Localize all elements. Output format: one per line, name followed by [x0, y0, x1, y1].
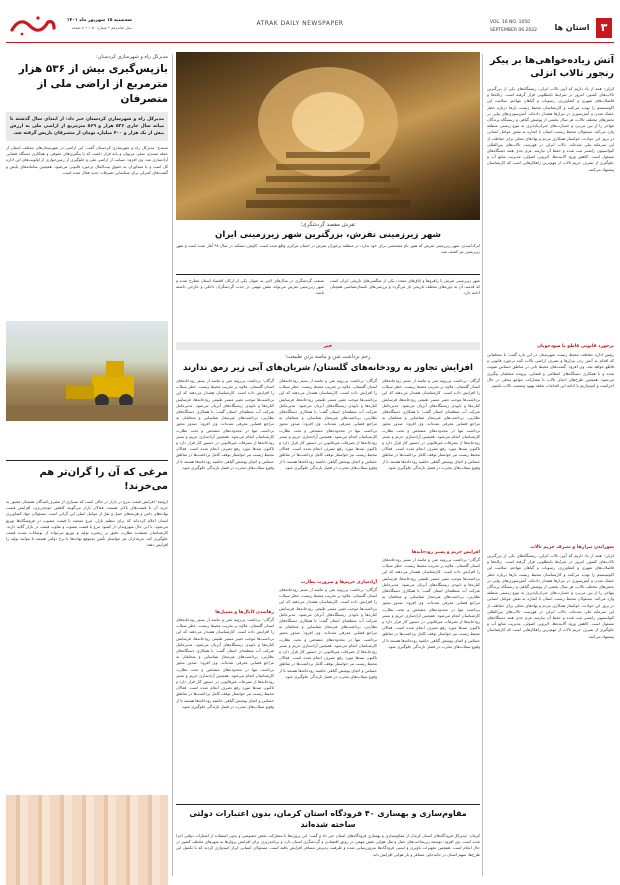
mid-story-col-1b: گرگان- برداشت بی‌رویه شن و ماسه از بستر رودخانه‌های استان گلستان، علاوه بر تخریب محیط زیست، خطر سیلاب را افزایش داده است. کارشناسان هشدار می‌دهند که این برداشت‌ها موجب تغییر مسیر طبیعی رودخانه‌ها، فرسایش کناره‌ها و نابودی زیستگاه‌های آبزیان می‌شود. مدیرعامل شرکت آب منطقه‌ای استان گفت: با همکاری دستگاه‌های نظارتی، برداشت‌های غیرمجاز شناسایی و متخلفان به مراجع قضایی معرفی شده‌اند. وی افزود: صدور مجوز برداشت تنها در محدوده‌های مشخص و تحت نظارت کارشناسان انجام می‌شود. همچنین آزادسازی حریم و بستر رودخانه‌ها از تصرفات غیرقانونی در دستور کار قرار دارد و تاکنون صدها مورد رفع تصرف انجام شده است. فعالان محیط زیست نیز خواستار توقف کامل برداشت‌ها در مناطق حساس و احیای پوشش گیاهی حاشیه رودخانه‌ها هستند تا از وقوع سیلاب‌های مخرب در فصل بارندگی جلوگیری شود.	[382, 557, 480, 649]
mid-story-subhead-1: افزایش حریم و بستر رودخانه‌ها	[411, 550, 480, 555]
news-band-label: خبر	[323, 343, 333, 349]
right-story-subhead-1: برخورد قانونی قاطع با سودجویان	[537, 344, 614, 349]
page-number-box: ۳	[596, 18, 612, 38]
vol-line: VOL. 16 NO. 1050	[490, 20, 531, 25]
left-top-story	[6, 54, 168, 454]
bottom-story-body: کرمان- مدیرکل فرودگاه‌های استان کرمان از مقاوم‌سازی و بهسازی فرودگاه‌های استان خبر داد و گفت: این پروژه‌ها با مشارکت بخش خصوصی و بدون استفاده از اعتبارات دولتی اجرا شده است. وی افزود: توسعه زیرساخت‌های حمل و نقل هوایی نقش مهمی در رونق اقتصادی و گردشگری استان دارد و برنامه‌ریزی برای افزایش پروازها به شهرهای مختلف کشور در حال انجام است. همچنین تجهیزات ناوبری و ایمنی فرودگاه‌ها به‌روزرسانی شده و ظرفیت پذیرش مسافر افزایش یافته است. مسئولان استانی ابراز امیدواری کردند که با تکمیل این طرح‌ها، سهم استان در جابه‌جایی مسافر و بار هوایی افزایش یابد.	[176, 833, 480, 857]
logo-icon	[8, 12, 58, 38]
right-story-body: انزلی- همه از یاد داریم که آیین تالاب انزلی، زیستگاه‌های یکی از بزرگترین تالاب‌های کشور، امروز در شرایط نامطلوبی قرار گرفته است. زباله‌ها و فاضلاب‌های شهری و کشاورزی، رسوبات و گیاهان مهاجم، سلامت این اکوسیستم را تهدید می‌کنند و کارشناسان محیط زیست بارها درباره خطر خشک شدن و آتش‌سوزی در نیزارها هشدار داده‌اند. آتش‌سوزی‌های پیاپی در بخش‌های مختلف تالاب، هر سال بخشی از پوشش گیاهی و زیستگاه پرندگان مهاجر را از بین می‌برد و خسارت‌های جبران‌ناپذیری به تنوع زیستی منطقه وارد می‌کند. مسئولان محیط زیست استان با اشاره به نقش عوامل انسانی در بروز این حوادث، خواستار همکاری مردم و نهادهای محلی برای حفاظت از این سرمایه ملی شده‌اند. تالاب انزلی در فهرست تالاب‌های بین‌المللی کنوانسیون رامسر ثبت شده و حفظ آن نیازمند عزم جدی همه دستگاه‌های مسئول است. کاهش ورود آلاینده‌ها، لایروبی اصولی، مدیریت منابع آب و جلوگیری از تصرف حریم تالاب از مهم‌ترین راهکارهایی است که کارشناسان پیشنهاد می‌کنند.	[487, 86, 614, 172]
tunnel-illustration	[176, 52, 480, 220]
mid-story-col-3: گرگان- برداشت بی‌رویه شن و ماسه از بستر رودخانه‌های استان گلستان، علاوه بر تخریب محیط زیست، خطر سیلاب را افزایش داده است. کارشناسان هشدار می‌دهند که این برداشت‌ها موجب تغییر مسیر طبیعی رودخانه‌ها، فرسایش کناره‌ها و نابودی زیستگاه‌های آبزیان می‌شود. مدیرعامل شرکت آب منطقه‌ای استان گفت: با همکاری دستگاه‌های نظارتی، برداشت‌های غیرمجاز شناسایی و متخلفان به مراجع قضایی معرفی شده‌اند. وی افزود: صدور مجوز برداشت تنها در محدوده‌های مشخص و تحت نظارت کارشناسان انجام می‌شود. همچنین آزادسازی حریم و بستر رودخانه‌ها از تصرفات غیرقانونی در دستور کار قرار دارد و تاکنون صدها مورد رفع تصرف انجام شده است. فعالان محیط زیست نیز خواستار توقف کامل برداشت‌ها در مناطق حساس و احیای پوشش گیاهی حاشیه رودخانه‌ها هستند تا از وقوع سیلاب‌های مخرب در فصل بارندگی جلوگیری شود.	[176, 378, 274, 470]
paper-name: ATRAK DAILY NEWSPAPER	[256, 20, 344, 27]
issue-line: سال شانزدهم • شماره ۱۰۵۰ • ۸ صفحه	[71, 26, 132, 30]
mid-story-col-1: گرگان- برداشت بی‌رویه شن و ماسه از بستر رودخانه‌های استان گلستان، علاوه بر تخریب محیط زیست، خطر سیلاب را افزایش داده است. کارشناسان هشدار می‌دهند که این برداشت‌ها موجب تغییر مسیر طبیعی رودخانه‌ها، فرسایش کناره‌ها و نابودی زیستگاه‌های آبزیان می‌شود. مدیرعامل شرکت آب منطقه‌ای استان گفت: با همکاری دستگاه‌های نظارتی، برداشت‌های غیرمجاز شناسایی و متخلفان به مراجع قضایی معرفی شده‌اند. وی افزود: صدور مجوز برداشت تنها در محدوده‌های مشخص و تحت نظارت کارشناسان انجام می‌شود. همچنین آزادسازی حریم و بستر رودخانه‌ها از تصرفات غیرقانونی در دستور کار قرار دارد و تاکنون صدها مورد رفع تصرف انجام شده است. فعالان محیط زیست نیز خواستار توقف کامل برداشت‌ها در مناطق حساس و احیای پوشش گیاهی حاشیه رودخانه‌ها هستند تا از وقوع سیلاب‌های مخرب در فصل بارندگی جلوگیری شود.	[382, 378, 480, 470]
lead-caption-headline: شهر زیرزمینی تفرش، بزرگترین شهر زیرزمینی ایران	[215, 230, 441, 240]
lead-text-right: شهر زیرزمینی تفرش با راهروها و اتاق‌های متعدد، یکی از شگفتی‌های تاریخی ایران است که قدمت آن به دوره‌های مختلف تاریخی باز می‌گردد و بررسی‌های باستان‌شناسی همچنان ادامه دارد.	[330, 278, 480, 296]
right-story-subhead-2: سوزاندن نیزارها و تصرف حریم تالاب	[530, 545, 614, 550]
right-story-headline: آتش زیاده‌خواهی‌ها بر پیکر رنجور تالاب انزلی	[489, 55, 614, 79]
left-bottom-body: ارومیه- افزایش قیمت مرغ در بازار در حالی است که بسیاری از مصرف‌کنندگان همچنان مجبور به خرید آن با قیمت‌های بالاتر هستند. فعالان بازار می‌گویند کاهش جوجه‌ریزی، افزایش قیمت نهاده‌های دامی و هزینه‌های حمل و نقل از عوامل اصلی این گرانی است. مسئولان جهاد کشاورزی استان اعلام کرده‌اند که برای تنظیم بازار، مرغ منجمد با قیمت مصوب در فروشگاه‌ها توزیع می‌شود. با این حال شهروندان از کمبود مرغ با قیمت مصوب و تفاوت قیمت در بازار گلایه دارند. کارشناسان معتقدند نظارت دقیق بر زنجیره تولید و توزیع می‌تواند از نوسانات شدید قیمت جلوگیری کند. مرغداران نیز خواستار تأمین به‌موقع نهاده‌ها با نرخ دولتی هستند تا بتوانند تولید را افزایش دهند.	[6, 499, 168, 548]
lead-caption-kicker: تفرش مقصد گردشگری؛	[300, 222, 356, 228]
news-band	[176, 342, 480, 350]
mid-story-col-3b: گرگان- برداشت بی‌رویه شن و ماسه از بستر رودخانه‌های استان گلستان، علاوه بر تخریب محیط زیست، خطر سیلاب را افزایش داده است. کارشناسان هشدار می‌دهند که این برداشت‌ها موجب تغییر مسیر طبیعی رودخانه‌ها، فرسایش کناره‌ها و نابودی زیستگاه‌های آبزیان می‌شود. مدیرعامل شرکت آب منطقه‌ای استان گفت: با همکاری دستگاه‌های نظارتی، برداشت‌های غیرمجاز شناسایی و متخلفان به مراجع قضایی معرفی شده‌اند. وی افزود: صدور مجوز برداشت تنها در محدوده‌های مشخص و تحت نظارت کارشناسان انجام می‌شود. همچنین آزادسازی حریم و بستر رودخانه‌ها از تصرفات غیرقانونی در دستور کار قرار دارد و تاکنون صدها مورد رفع تصرف انجام شده است. فعالان محیط زیست نیز خواستار توقف کامل برداشت‌ها در مناطق حساس و احیای پوشش گیاهی حاشیه رودخانه‌ها هستند تا از وقوع سیلاب‌های مخرب در فصل بارندگی جلوگیری شود.	[176, 617, 274, 709]
bottom-story-headline: مقاوم‌سازی و بهسازی ۴۰ فرودگاه استان کرمان، بدون اعتبارات دولتی ساخته شده‌اند	[189, 809, 467, 829]
lead-photo	[176, 52, 480, 220]
mid-story-col-2b: گرگان- برداشت بی‌رویه شن و ماسه از بستر رودخانه‌های استان گلستان، علاوه بر تخریب محیط زیست، خطر سیلاب را افزایش داده است. کارشناسان هشدار می‌دهند که این برداشت‌ها موجب تغییر مسیر طبیعی رودخانه‌ها، فرسایش کناره‌ها و نابودی زیستگاه‌های آبزیان می‌شود. مدیرعامل شرکت آب منطقه‌ای استان گفت: با همکاری دستگاه‌های نظارتی، برداشت‌های غیرمجاز شناسایی و متخلفان به مراجع قضایی معرفی شده‌اند. وی افزود: صدور مجوز برداشت تنها در محدوده‌های مشخص و تحت نظارت کارشناسان انجام می‌شود. همچنین آزادسازی حریم و بستر رودخانه‌ها از تصرفات غیرقانونی در دستور کار قرار دارد و تاکنون صدها مورد رفع تصرف انجام شده است. فعالان محیط زیست نیز خواستار توقف کامل برداشت‌ها در مناطق حساس و احیای پوشش گیاهی حاشیه رودخانه‌ها هستند تا از وقوع سیلاب‌های مخرب در فصل بارندگی جلوگیری شود.	[279, 587, 377, 679]
logo-text	[0, 0, 1, 1]
lead-caption-body: اترک/میدی، شهر زیرزمینی تفرش که هنوز نام مشخصی برای خود ندارد، در منطقه ترخوران تفرش در استان مرکزی واقع شده است. کاوش دستکند در سال ۹۸ آغاز شده است و شهر زیرزمینی نیز کشف شد.	[176, 243, 480, 255]
right-story	[487, 54, 614, 876]
bottom-story	[176, 808, 480, 878]
date-fa: سه‌شنبه ۱۵ شهریور ماه ۱۴۰۱	[66, 18, 132, 23]
left-bottom-headline: مرغی که آن را گران‌تر هم می‌خرند!	[39, 467, 168, 492]
left-bottom-story	[6, 466, 168, 878]
mid-story	[176, 354, 480, 802]
mid-story-col-2: گرگان- برداشت بی‌رویه شن و ماسه از بستر رودخانه‌های استان گلستان، علاوه بر تخریب محیط زیست، خطر سیلاب را افزایش داده است. کارشناسان هشدار می‌دهند که این برداشت‌ها موجب تغییر مسیر طبیعی رودخانه‌ها، فرسایش کناره‌ها و نابودی زیستگاه‌های آبزیان می‌شود. مدیرعامل شرکت آب منطقه‌ای استان گفت: با همکاری دستگاه‌های نظارتی، برداشت‌های غیرمجاز شناسایی و متخلفان به مراجع قضایی معرفی شده‌اند. وی افزود: صدور مجوز برداشت تنها در محدوده‌های مشخص و تحت نظارت کارشناسان انجام می‌شود. همچنین آزادسازی حریم و بستر رودخانه‌ها از تصرفات غیرقانونی در دستور کار قرار دارد و تاکنون صدها مورد رفع تصرف انجام شده است. فعالان محیط زیست نیز خواستار توقف کامل برداشت‌ها در مناطق حساس و احیای پوشش گیاهی حاشیه رودخانه‌ها هستند تا از وقوع سیلاب‌های مخرب در فصل بارندگی جلوگیری شود.	[279, 378, 377, 470]
left-top-kicker: مدیرکل راه و شهرسازی کردستان:	[95, 54, 168, 60]
bottom-rule	[176, 804, 480, 805]
mid-story-headline: افزایش تجاوز به رودخانه‌های گلستان/ شریان‌های آبی زیر رمق ندارند	[183, 363, 473, 373]
masthead-rule	[6, 42, 614, 43]
mid-story-kicker: زخم برداشت شن و ماسه برتن طبیعت؛	[285, 354, 371, 360]
left-mid-rule	[6, 460, 168, 461]
column-divider-left	[172, 54, 173, 876]
left-top-photo	[6, 321, 168, 421]
bulldozer-illustration	[6, 321, 168, 421]
mid-story-subhead-3: رهاشدن کانال‌ها و مسیل‌ها	[215, 610, 274, 615]
lead-caption	[176, 222, 480, 263]
mid-story-subhead-2: آزادسازی حریم‌ها و ضرورت نظارت	[301, 580, 377, 585]
left-top-body: سنندج- مدیرکل راه و شهرسازی کردستان گفت: این اراضی در شهرستان‌های مختلف استان از جمله سنندج، سقز، مریوان و بانه قرار داشت که با پیگیری‌های حقوقی و همکاری دستگاه قضایی آزادسازی شد. وی افزود: صیانت از اراضی ملی و جلوگیری از زمین‌خواری از اولویت‌های این اداره کل است و با متجاوزان به حقوق بیت‌المال برخورد قانونی می‌شود. همچنین سامانه‌های پایش و گشت‌های کنترلی برای شناسایی تصرفات جدید فعال شده است.	[6, 145, 168, 175]
right-story-body-2: رئیس اداره حفاظت محیط زیست شهرستان در این باره گفت: با متخلفانی که اقدام به آتش زدن نیزارها و تصرف اراضی تالاب کنند برخورد قانونی و قاطع خواهد شد. وی افزود: گشت‌های محیط بانی در مناطق حساس تقویت شده و با همکاری دستگاه‌های انتظامی و قضایی، پرونده متخلفان پیگیری می‌شود. همچنین طرح‌های احیای تالاب با مشارکت جوامع محلی در حال اجراست و امیدواریم با ادامه این اقدامات شاهد بهبود وضعیت تالاب باشیم.	[487, 352, 614, 389]
left-top-headline: بازپس‌گیری بیش از ۵۳۶ هزار مترمربع از اراضی ملی از متصرفان	[18, 63, 168, 105]
column-divider-right	[482, 54, 483, 876]
left-bottom-photo	[6, 795, 168, 885]
right-story-body-3: انزلی- همه از یاد داریم که آیین تالاب انزلی، زیستگاه‌های یکی از بزرگترین تالاب‌های کشور، امروز در شرایط نامطلوبی قرار گرفته است. زباله‌ها و فاضلاب‌های شهری و کشاورزی، رسوبات و گیاهان مهاجم، سلامت این اکوسیستم را تهدید می‌کنند و کارشناسان محیط زیست بارها درباره خطر خشک شدن و آتش‌سوزی در نیزارها هشدار داده‌اند. آتش‌سوزی‌های پیاپی در بخش‌های مختلف تالاب، هر سال بخشی از پوشش گیاهی و زیستگاه پرندگان مهاجر را از بین می‌برد و خسارت‌های جبران‌ناپذیری به تنوع زیستی منطقه وارد می‌کند. مسئولان محیط زیست استان با اشاره به نقش عوامل انسانی در بروز این حوادث، خواستار همکاری مردم و نهادهای محلی برای حفاظت از این سرمایه ملی شده‌اند. تالاب انزلی در فهرست تالاب‌های بین‌المللی کنوانسیون رامسر ثبت شده و حفظ آن نیازمند عزم جدی همه دستگاه‌های مسئول است. کاهش ورود آلاینده‌ها، لایروبی اصولی، مدیریت منابع آب و جلوگیری از تصرف حریم تالاب از مهم‌ترین راهکارهایی است که کارشناسان پیشنهاد می‌کنند.	[487, 553, 614, 639]
section-title: استان ها	[554, 23, 590, 32]
masthead	[0, 0, 620, 48]
lead-rule	[176, 274, 480, 275]
left-top-lead-box	[6, 112, 168, 141]
date-en: SEPTEMBER 06.2022	[490, 28, 537, 33]
left-top-lead: مدیرکل راه و شهرسازی کردستان خبر داد: از ابتدای سال گذشته تا میانه سال جاری ۵۳۶ هزار و ۵۶۹ مترمربع از اراضی ملی به ارزش بیش از یک هزار و ۴۰۰ میلیارد تومان از متصرفان بازپس گرفته شد.	[10, 117, 164, 136]
lead-text-left: صنعت گردشگری در سال‌های اخیر به عنوان یکی از ارکان اقتصاد استان مطرح شده و شهر زیرزمینی تفرش می‌تواند نقش مهمی در جذب گردشگران داخلی و خارجی داشته باشد.	[176, 278, 324, 296]
